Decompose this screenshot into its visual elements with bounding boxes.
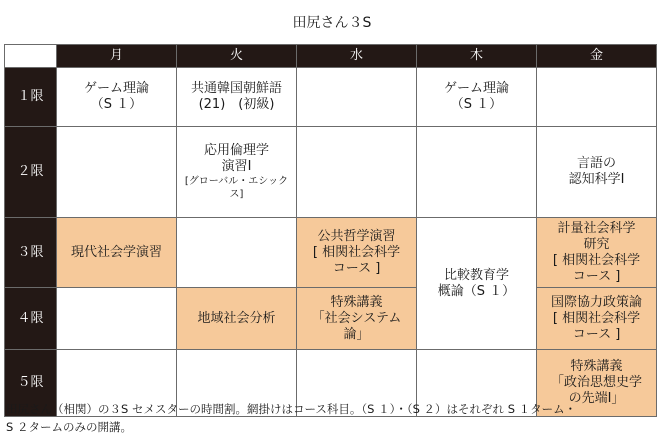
- page-title: 田尻さん３S: [292, 15, 372, 31]
- corner-cell: [5, 45, 57, 68]
- period-label-1: １限: [5, 68, 57, 127]
- class-cell-p3-mon: 現代社会学演習: [57, 218, 177, 288]
- class-cell-p1-thu: ゲーム理論 （S １）: [417, 68, 537, 127]
- class-cell-p3-wed: 公共哲学演習 [ 相関社会科学 コース ]: [297, 218, 417, 288]
- empty-cell-p2-wed: [297, 127, 417, 218]
- class-cell-p1-tue: 共通韓国朝鮮語 (21) (初級): [177, 68, 297, 127]
- day-header-tue: 火: [177, 45, 297, 68]
- day-header-thu: 木: [417, 45, 537, 68]
- timetable: [4, 44, 657, 417]
- day-header-fri: 金: [537, 45, 657, 68]
- empty-cell-p3-tue: [177, 218, 297, 288]
- period-label-4: ４限: [5, 288, 57, 350]
- class-cell-p3-fri: 計量社会科学 研究 [ 相関社会科学 コース ]: [537, 218, 657, 288]
- period-row-4: [5, 288, 657, 350]
- class-title-p2-tue: 応用倫理学 演習Ⅰ: [203, 143, 269, 174]
- period-label-5: ５限: [5, 350, 57, 417]
- class-cell-p5-fri: 特殊講義 「政治思想史学 の先端Ⅰ」: [537, 350, 657, 417]
- empty-cell-p1-wed: [297, 68, 417, 127]
- day-header-wed: 水: [297, 45, 417, 68]
- period-label-3: ３限: [5, 218, 57, 288]
- class-cell-p3-thu: 比較教育学 概論（S １）: [417, 218, 537, 350]
- day-header-mon: 月: [57, 45, 177, 68]
- class-cell-p4-wed: 特殊講義 「社会システム 論」: [297, 288, 417, 350]
- class-cell-p1-mon: ゲーム理論 （S １）: [57, 68, 177, 127]
- class-cell-p4-tue: 地域社会分析: [177, 288, 297, 350]
- class-cell-p4-fri: 国際協力政策論 [ 相関社会科学 コース ]: [537, 288, 657, 350]
- day-header-row: [5, 45, 657, 68]
- class-cell-p2-fri: 言語の 認知科学Ⅰ: [537, 127, 657, 218]
- caption: 田尻さん（相関）の３S セメスターの時間割。網掛けはコース科目。（S １）・（S ２）はそれぞれ S １ターム・ S ２タームのみの開講。: [6, 402, 577, 434]
- empty-cell-p4-mon: [57, 288, 177, 350]
- period-row-1: [5, 68, 657, 127]
- period-row-2: [5, 127, 657, 218]
- empty-cell-p2-mon: [57, 127, 177, 218]
- empty-cell-p2-thu: [417, 127, 537, 218]
- empty-cell-p1-fri: [537, 68, 657, 127]
- period-row-3: [5, 218, 657, 288]
- class-subtitle-p2-tue: [グローバル・エシックス]: [184, 176, 289, 200]
- class-cell-p2-tue: [177, 127, 297, 218]
- period-label-2: ２限: [5, 127, 57, 218]
